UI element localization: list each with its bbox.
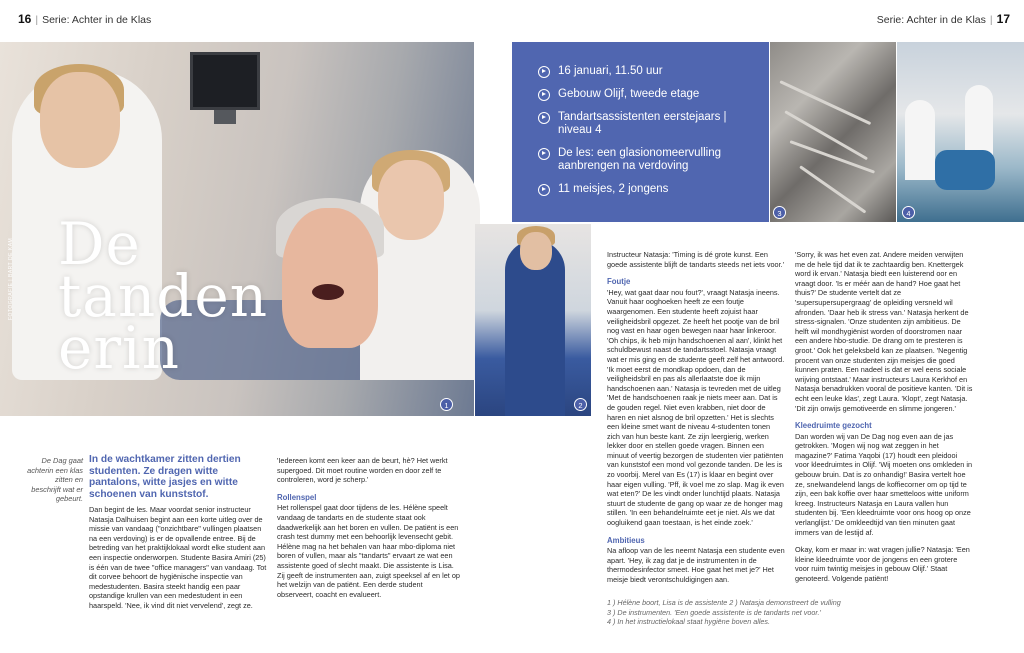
paragraph: 'Hey, wat gaat daar nou fout?', vraagt Natasja ineens. Vanuit haar ooghoeken heeft ze een foutje waargenomen. Een studente heeft zojuist haar veiligheidsbril opgezet. Ze heeft het pootje van de bril nog vast en haar ogen bewegen naar haar linkeroor. 'Oh chips, ik heb mijn handschoenen al aan', klinkt het schuldbewust naast de tandartsstoel. Natasja vraagt wat er mis ging en de studente geeft zelf het antwoord. 'Ik moet eerst de mondkap opdoen, dan de veiligheidsbril en pas als allerlaatste doe ik mijn handschoenen aan.' Natasja is tevreden met de uitleg 'Met de handschoenen raak je niets meer aan. Dat is de gouden regel. Niet even krabben, niet door de haren en niet alsnog de bril opzetten.' Het is slechts een kleine smet want de niveau 4-studenten tonen zich van hun beste kant. Ze zijn leergierig, werken lekker door en stellen goede vragen. Binnen een minuut of veertig bezorgen de studenten vier patiënten van kunststof een mond vol gezonde tanden. De les is zo voorbij. Merel van Es (17) is klaar en begint over haar eigen vulling. 'Pff, ik voel me zo slap. Mag ik even wat eten?' De les vindt onder lunchtijd plaats. Natasja stuurt de studente de gang op waar ze de honger mag stillen. 'In een behandelruimte eet je niet. Als we dat oogluikend gaan toestaan, is het einde zoek.' bbox=[607, 287, 785, 528]
section-heading-kleedruimte: Kleedruimte gezocht bbox=[795, 421, 872, 431]
info-item-location: Gebouw Olijf, tweede etage bbox=[538, 88, 759, 101]
photo-dental-instruments bbox=[770, 42, 896, 222]
instructor-face bbox=[520, 232, 552, 270]
dental-chair-shape bbox=[935, 150, 995, 190]
paragraph: 'Iedereen komt een keer aan de beurt, hè? Het werkt supergoed. Dit moet routine worden en door zelf te controleren, word je scherp.' bbox=[277, 456, 448, 485]
paragraph: Instructeur Natasja: 'Timing is dé grote kunst. Een goede assistente blijft de tandarts steeds net iets voor.' bbox=[607, 250, 785, 269]
left-page-number: 16 bbox=[18, 12, 32, 26]
photo-caption: 3 ) De instrumenten. 'Een goede assistente is de tandarts net voor.' bbox=[607, 607, 821, 617]
section-heading-foutje: Foutje bbox=[607, 277, 631, 287]
left-series-label: Serie: Achter in de Klas bbox=[42, 14, 152, 26]
info-item-students: 11 meisjes, 2 jongens bbox=[538, 183, 759, 196]
right-series-label: Serie: Achter in de Klas bbox=[876, 14, 986, 26]
student-figure bbox=[965, 85, 993, 155]
info-item-date: 16 januari, 11.50 uur bbox=[538, 65, 759, 78]
article-column-4 bbox=[795, 250, 973, 592]
paragraph: Het rollenspel gaat door tijdens de les. Hélène speelt vandaag de tandarts en de studente staat ook daadwerkelijk aan het boren en vullen. De patiënt is een crash test dummy met een behoorlijk levensecht gebit. Hélène mag na het behalen van haar mbo-diploma niet boren of vullen, maar als "tandarts" ervaart ze wat een assistente goed of slecht maakt. Die assistente is Lisa. Zij geeft de instrumenten aan, zuigt speeksel af en let op het welzijn van de patiënt. Een derde student observeert, coacht en evalueert. bbox=[277, 503, 460, 599]
dental-dummy-head bbox=[282, 208, 378, 348]
photo-credit: FOTOGRAFIE | BART DE KAM bbox=[8, 237, 14, 320]
dummy-mouth bbox=[312, 284, 344, 300]
title-line-1: De bbox=[58, 210, 141, 278]
title-line-2: tanden bbox=[58, 262, 269, 330]
left-page-header: 16 | Serie: Achter in de Klas bbox=[18, 12, 152, 26]
computer-monitor-shape bbox=[190, 52, 260, 110]
student-figure bbox=[905, 100, 935, 180]
side-caption: De Dag gaat achterin een klas zitten en beschrijft wat er gebeurt. bbox=[27, 456, 83, 503]
info-item-group: Tandartsassistenten eerstejaars | niveau 4 bbox=[538, 111, 759, 137]
arrow-circle-icon bbox=[538, 112, 550, 124]
photo-caption: 1 ) Hélène boort, Lisa is de assistente 2 ) Natasja demonstreert de vulling bbox=[607, 598, 841, 607]
title-line-3: erin bbox=[58, 314, 180, 382]
photo-number-2: 2 bbox=[574, 398, 587, 411]
paragraph: Okay, kom er maar in: wat vragen jullie? Natasja: 'Een kleine kleedruimte voor de jongens en een grotere voor ruim twintig meisjes in gebouw Olijf.' Staat genoteerd. Volgende patiënt! bbox=[795, 545, 970, 583]
section-heading-ambitieus: Ambitieus bbox=[607, 535, 645, 545]
article-column-1 bbox=[89, 505, 267, 619]
paragraph: Dan worden wij van De Dag nog even aan de jas getrokken. 'Mogen wij nog wat zeggen in het magazine?' Fatima Yaqobi (17) houdt een pleidooi voor kleedruimtes in Olijf. 'Wij moeten ons omkleden in gebouw bruin. Dat is zo onhandig!' Basira vertelt hoe ze, snelwandelend langs de koffiecorner om op tijd te zijn, een bak koffie over haar smetteloos witte uniform kreeg. Instructeurs Natasja en Laura vallen hun studenten bij. 'Een kleedruimte voor ons hoog op onze verlanglijst.' De omkleedtijd van tien minuten gaat immers van de lestijd af. bbox=[795, 431, 972, 537]
article-title bbox=[58, 210, 269, 382]
student-face-right bbox=[378, 160, 444, 240]
photo-captions bbox=[607, 598, 897, 627]
photo-number-1: 1 bbox=[440, 398, 453, 411]
article-column-3 bbox=[607, 250, 785, 593]
paragraph: Na afloop van de les neemt Natasja een studente even apart. 'Hey, ik zag dat je de instrumenten in de thermodesinfector smeet. Hoe gaat het met je?' Het meisje biedt verontschuldigingen aan. bbox=[607, 546, 785, 584]
arrow-circle-icon bbox=[538, 148, 550, 160]
photo-number-4: 4 bbox=[902, 206, 915, 219]
photo-number-3: 3 bbox=[773, 206, 786, 219]
info-item-lesson: De les: een glasionomeervulling aanbrengen na verdoving bbox=[538, 147, 759, 173]
lesson-info-box bbox=[512, 42, 769, 222]
paragraph: 'Sorry, ik was het even zat. Andere meiden verwijten me de hele tijd dat ik te zachtaardig ben. Knettergek word ik ervan.' Natasja biedt een luisterend oor en vraagt door. 'Is er méér aan de hand? Hoe gaat het thuis?' De studente vertelt dat ze 'supersupersupergraag' de opleiding versneld wil afronden. 'Daar heb ik stress van.' Natasja herkent de stress-signalen. 'Onze studenten zijn ambitieus. De helft wil mondhygiënist worden of doorstromen naar een andere hbo-studie. De drang om te presteren is groot.' Ook het geleksbeld kan ze plaatsen. 'Negentig procent van onze studenten zijn meisjes die goed kunnen praten. Een nadeel is dat er wel eens sociale wrijving ontstaat.' Maar instructeurs Laura Kerkhof en Natasja benadrukken vooral de positieve kanten. 'Dit is echt een leuke klas', zegt Laura. 'Klopt', zegt Natasja. 'Dit zijn onwijs gemotiveerde en slimme jongeren.' bbox=[795, 250, 973, 413]
student-face-left bbox=[40, 72, 120, 168]
arrow-circle-icon bbox=[538, 184, 550, 196]
arrow-circle-icon bbox=[538, 66, 550, 78]
arrow-circle-icon bbox=[538, 89, 550, 101]
photo-caption: 4 ) In het instructielokaal staat hygiëne boven alles. bbox=[607, 617, 771, 627]
intro-paragraph: In de wachtkamer zitten dertien studenten. Ze dragen witte pantalons, witte jasjes en witte schoenen van kunststof. bbox=[89, 454, 241, 500]
right-page-number: 17 bbox=[996, 12, 1010, 26]
monitor-stand-shape bbox=[214, 110, 236, 124]
section-heading-rollenspel: Rollenspel bbox=[277, 492, 317, 502]
paragraph: Dan begint de les. Maar voordat senior instructeur Natasja Dalhuisen begint aan een korte uitleg over de missie van vandaag ("onzichtbare" vullingen plaatsen na een verdoving) is er de opvallende entree. Bij de betreding van het praktijklokaal wordt elke student aan een inspectie onderworpen. Studente Basira Amiri (25) is één van de twee "office managers" van vandaag. Tot dit corvee behoort de hygiënische inspectie van medestudenten. Basira steekt handig een paar opstandige krullen van een medestudent in een haarspeld. 'Nee, ik vind dit niet vervelend', zegt ze. bbox=[89, 505, 267, 610]
right-page-header: Serie: Achter in de Klas | 17 bbox=[876, 12, 1010, 26]
article-column-2 bbox=[277, 456, 461, 607]
